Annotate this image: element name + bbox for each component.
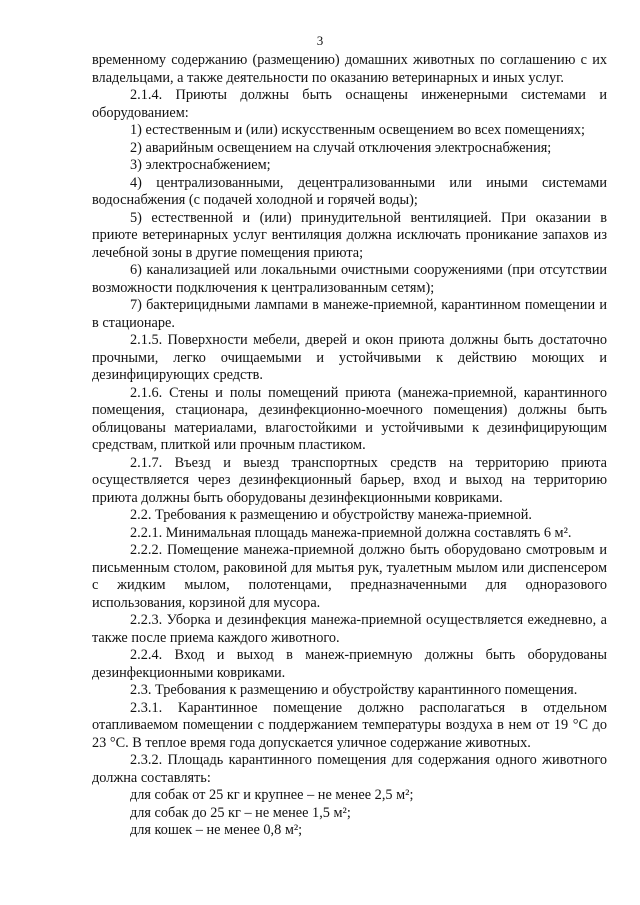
- page-number: 3: [316, 33, 324, 48]
- paragraph: 2.2.2. Помещение манежа-приемной должно быть оборудовано смотровым и письменным столом, раковиной для мытья рук, туалетным мылом или диспенсером с жидким мылом, полотенцами, предназначенными для одноразового использования, корзиной для мусора.: [92, 542, 607, 611]
- paragraph: 2.2.3. Уборка и дезинфекция манежа-приемной осуществляется ежедневно, а также после приема каждого животного.: [92, 612, 607, 646]
- paragraph: 2) аварийным освещением на случай отключения электроснабжения;: [130, 139, 552, 156]
- paragraph: 2.3. Требования к размещению и обустройству карантинного помещения.: [130, 682, 578, 698]
- paragraph: 5) естественной и (или) принудительной вентиляцией. При оказании в приюте ветеринарных услуг вентиляция должна исключать проникание запахов из лечебной зоны в другие помещения приюта;: [92, 209, 607, 261]
- paragraph: 2.1.6. Стены и полы помещений приюта (манежа-приемной, карантинного помещения, стационара, дезинфекционно-моечного помещения) должны быть облицованы материалами, влагостойкими и устойчивыми к дезинфицирующим средствам, плиткой или прочным пластиком.: [92, 384, 607, 453]
- paragraph: 1) естественным и (или) искусственным освещением во всех помещениях;: [130, 122, 585, 138]
- paragraph: 2.3.2. Площадь карантинного помещения для содержания одного животного должна составлять:: [92, 752, 607, 786]
- paragraph: 2.2.1. Минимальная площадь манежа-приемной должна составлять 6 м².: [130, 524, 572, 541]
- document-body: [92, 52, 607, 840]
- paragraph: временному содержанию (размещению) домашних животных по соглашению с их владельцами, а также деятельности по оказанию ветеринарных и иных услуг.: [92, 52, 607, 86]
- paragraph: 2.2. Требования к размещению и обустройству манежа-приемной.: [130, 507, 532, 523]
- paragraph: 2.1.4. Приюты должны быть оснащены инженерными системами и оборудованием:: [92, 87, 607, 121]
- paragraph: 3) электроснабжением;: [130, 157, 271, 173]
- paragraph: 2.2.4. Вход и выход в манеж-приемную должны быть оборудованы дезинфекционными ковриками.: [92, 647, 607, 681]
- paragraph: 2.3.1. Карантинное помещение должно располагаться в отдельном отапливаемом помещении с поддержанием температуры воздуха в нем от 19 °С до 23 °С. В теплое время года допускается уличное содержание животных.: [92, 699, 607, 751]
- paragraph: 6) канализацией или локальными очистными сооружениями (при отсутствии возможности подключения к централизованным сетям);: [92, 262, 607, 296]
- paragraph: 2.1.7. Въезд и выезд транспортных средств на территорию приюта осуществляется через дезинфекционный барьер, вход и выход на территорию приюта должны быть оборудованы дезинфекционными ковриками.: [92, 454, 607, 506]
- paragraph: для собак от 25 кг и крупнее – не менее 2,5 м²;: [130, 787, 414, 803]
- paragraph: 7) бактерицидными лампами в манеже-приемной, карантинном помещении и в стационаре.: [92, 297, 607, 331]
- paragraph: для кошек – не менее 0,8 м²;: [130, 822, 303, 838]
- paragraph: для собак до 25 кг – не менее 1,5 м²;: [130, 804, 351, 821]
- paragraph: 2.1.5. Поверхности мебели, дверей и окон приюта должны быть достаточно прочными, легко очищаемыми и устойчивыми к действию моющих и дезинфицирующих средств.: [92, 332, 607, 383]
- paragraph: 4) централизованными, децентрализованными или иными системами водоснабжения (с подачей холодной и горячей воды);: [92, 174, 607, 208]
